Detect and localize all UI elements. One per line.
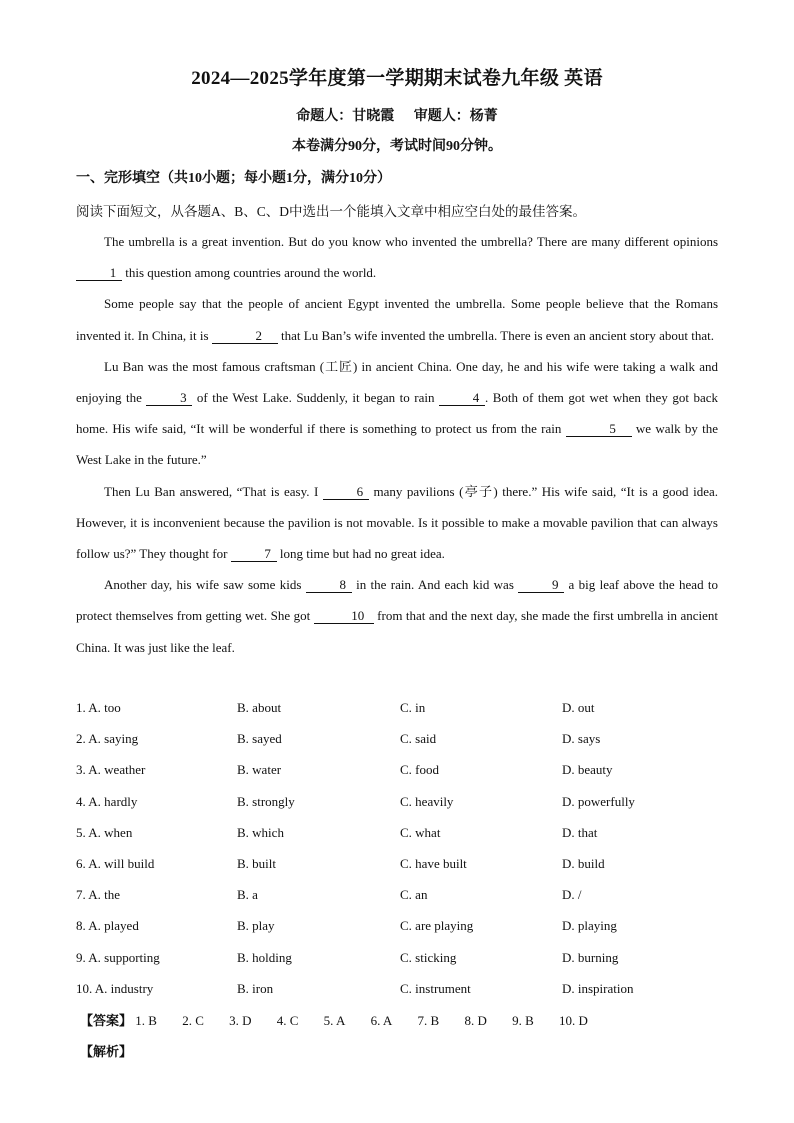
analysis-label: 【解析】 [80, 1044, 133, 1059]
exam-title: 2024—2025学年度第一学期期末试卷九年级 英语 [191, 68, 603, 89]
option-c: C. in [400, 700, 426, 715]
option-row-3 [76, 756, 726, 787]
option-row-6 [76, 850, 726, 881]
option-a: 8. A. played [76, 918, 139, 934]
answer-item: 6. A [370, 1013, 393, 1028]
passage-paragraph-4 [76, 476, 718, 570]
option-b: B. iron [237, 980, 274, 996]
option-row-8 [76, 912, 726, 943]
passage-text: . Both of them got wet when they got back home. His wife said, “It will be wonderful if there is something to protect us from the rain [76, 390, 718, 437]
passage-text: a big leaf above the head to protect themselves from getting wet. She got [76, 577, 719, 624]
option-d: D. says [562, 731, 601, 747]
passage-text: of the West Lake. Suddenly, it began to rain [192, 390, 439, 406]
passage-paragraph-1 [76, 226, 718, 288]
option-a: 7. A. the [76, 887, 121, 903]
option-c: C. instrument [400, 980, 471, 996]
option-c: C. food [400, 762, 439, 778]
passage-text: this question among countries around the world. [122, 265, 377, 281]
blank-9: 9 [518, 578, 564, 593]
answer-key [80, 1010, 610, 1029]
option-a: 6. A. will build [76, 855, 155, 871]
option-b: B. about [237, 700, 282, 715]
option-row-10 [76, 975, 726, 1006]
option-d: D. burning [562, 949, 619, 965]
option-row-9 [76, 944, 726, 975]
passage-text: Some people say that the people of ancient Egypt invented the umbrella. Some people believe that the Romans invented it. In China, it is [76, 296, 718, 343]
reviewer-label: 审题人：杨菁 [413, 109, 498, 124]
option-c: C. sticking [400, 949, 457, 965]
cloze-passage [76, 226, 718, 663]
option-d: D. build [562, 855, 605, 871]
answer-options [76, 694, 726, 1006]
passage-text: Another day, his wife saw some kids [104, 577, 306, 593]
blank-6: 6 [323, 485, 369, 500]
blank-8: 8 [306, 578, 352, 593]
section-instruction: 阅读下面短文，从各题A、B、C、D中选出一个能填入文章中相应空白处的最佳答案。 [76, 204, 587, 219]
passage-text: that Lu Ban’s wife invented the umbrella. There is even an ancient story about that. [277, 327, 714, 343]
answer-item: 5. A [323, 1013, 346, 1028]
option-d: D. powerfully [562, 793, 635, 809]
option-d: D. playing [562, 918, 617, 934]
blank-4: 4 [439, 391, 485, 406]
blank-5: 5 [566, 422, 632, 437]
option-c: C. said [400, 731, 437, 747]
option-b: B. water [237, 762, 282, 778]
option-a: 10. A. industry [76, 980, 154, 996]
passage-text: long time but had no great idea. [276, 546, 445, 562]
setter-label: 命题人：甘晓霞 [296, 109, 395, 124]
option-row-7 [76, 881, 726, 912]
exam-authors [0, 105, 794, 125]
exam-note: 本卷满分90分，考试时间90分钟。 [292, 139, 502, 154]
passage-text: in the rain. And each kid was [351, 577, 519, 593]
passage-paragraph-2 [76, 288, 718, 350]
option-b: B. which [237, 824, 284, 840]
option-a: 4. A. hardly [76, 793, 138, 809]
option-b: B. a [237, 887, 258, 903]
option-d: D. / [562, 887, 582, 903]
section-heading: 一、完形填空（共10小题；每小题1分，满分10分） [76, 171, 391, 186]
answer-item: 7. B [417, 1013, 440, 1028]
answer-item: 4. C [276, 1013, 299, 1028]
option-a: 5. A. when [76, 824, 133, 840]
option-d: D. out [562, 700, 595, 715]
blank-10: 10 [314, 609, 374, 624]
answer-item: 10. D [559, 1013, 588, 1028]
option-row-4 [76, 788, 726, 819]
answer-item: 2. C [182, 1013, 204, 1028]
passage-text: many pavilions (亭子) there.” His wife said, “It is a good idea. However, it is inconvenient because the pavilion is not movable. Is it possible to make a movable pavilion that can always follow us?” They thought for [76, 483, 719, 562]
passage-text: we walk by the West Lake in the future.” [76, 421, 719, 468]
answer-label: 【答案】 [80, 1013, 133, 1028]
option-a: 9. A. supporting [76, 949, 160, 965]
option-a: 2. A. saying [76, 731, 139, 747]
blank-2: 2 [212, 329, 278, 344]
passage-paragraph-3 [76, 351, 718, 476]
answer-item: 9. B [512, 1013, 534, 1028]
blank-7: 7 [231, 547, 277, 562]
blank-3: 3 [146, 391, 192, 406]
option-d: D. beauty [562, 762, 613, 778]
option-d: D. inspiration [562, 980, 634, 996]
answer-item: 8. D [464, 1013, 487, 1028]
option-b: B. holding [237, 949, 292, 965]
answer-item: 3. D [229, 1013, 252, 1028]
option-b: B. built [237, 855, 277, 871]
passage-text: The umbrella is a great invention. But do you know who invented the umbrella? There are many different opinions [104, 234, 718, 249]
option-c: C. have built [400, 855, 467, 871]
option-row-5 [76, 819, 726, 850]
passage-text: Lu Ban was the most famous craftsman (工匠) in ancient China. One day, he and his wife were taking a walk and enjoying the [76, 358, 718, 406]
option-c: C. an [400, 887, 428, 903]
option-row-2 [76, 725, 726, 756]
blank-1: 1 [76, 266, 122, 281]
option-c: C. are playing [400, 918, 474, 934]
option-a: 1. A. too [76, 700, 121, 715]
option-b: B. strongly [237, 793, 295, 809]
option-b: B. play [237, 918, 275, 934]
answer-item: 1. B [135, 1013, 157, 1028]
option-a: 3. A. weather [76, 762, 146, 778]
option-c: C. what [400, 824, 441, 840]
option-c: C. heavily [400, 793, 454, 809]
option-b: B. sayed [237, 731, 282, 747]
passage-text: from that and the next day, she made the first umbrella in ancient China. It was just like the leaf. [76, 608, 718, 655]
option-d: D. that [562, 824, 598, 840]
passage-text: Then Lu Ban answered, “That is easy. I [104, 483, 323, 499]
passage-paragraph-5 [76, 569, 718, 663]
option-row-1 [76, 694, 726, 725]
